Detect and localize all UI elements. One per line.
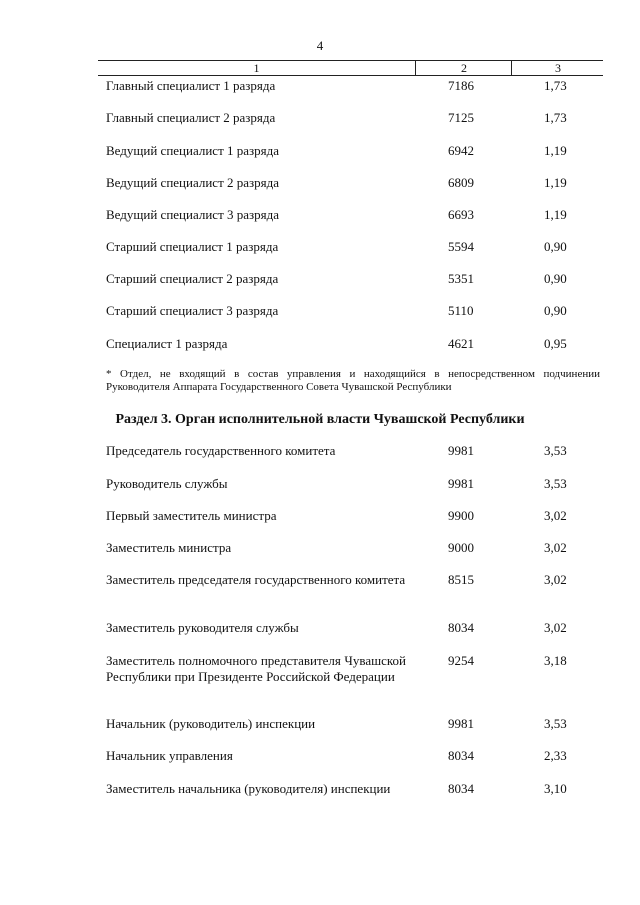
ratio-value: 1,73 <box>544 78 567 93</box>
position-title: Старший специалист 1 разряда <box>106 239 279 254</box>
position-title: Заместитель полномочного представителя Чувашской Республики при Президенте Российской Федерации <box>106 653 406 684</box>
column-header-1: 1 <box>253 61 260 75</box>
ratio-value: 2,33 <box>544 748 567 763</box>
ratio-value: 3,53 <box>544 443 567 458</box>
ratio-value: 3,02 <box>544 620 567 635</box>
position-title: Главный специалист 2 разряда <box>106 110 276 125</box>
column-header-2: 2 <box>415 61 512 75</box>
position-title: Начальник управления <box>106 748 233 763</box>
salary-value: 8515 <box>448 572 474 587</box>
ratio-value: 3,53 <box>544 476 567 491</box>
ratio-value: 1,73 <box>544 110 567 125</box>
salary-value: 5351 <box>448 271 474 286</box>
ratio-value: 1,19 <box>544 143 567 158</box>
section-title: Раздел 3. Орган исполнительной власти Чувашской Республики <box>115 412 525 427</box>
salary-value: 9900 <box>448 508 474 523</box>
salary-value: 9254 <box>448 653 474 668</box>
ratio-value: 0,95 <box>544 336 567 351</box>
ratio-value: 0,90 <box>544 239 567 254</box>
position-title: Начальник (руководитель) инспекции <box>106 716 316 731</box>
position-title: Специалист 1 разряда <box>106 336 228 351</box>
position-title: Старший специалист 3 разряда <box>106 303 279 318</box>
ratio-value: 3,18 <box>544 653 567 668</box>
salary-value: 9000 <box>448 540 474 555</box>
position-title: Председатель государственного комитета <box>106 443 336 458</box>
salary-value: 8034 <box>448 781 474 796</box>
position-title: Ведущий специалист 1 разряда <box>106 143 280 158</box>
position-title: Первый заместитель министра <box>106 508 277 523</box>
footnote: * Отдел, не входящий в состав управления и находящийся в непосредственном подчинении Руководителя Аппарата Государственного Совета Чувашской Республики <box>106 368 600 393</box>
salary-value: 4621 <box>448 336 474 351</box>
position-title: Руководитель службы <box>106 476 228 491</box>
salary-value: 8034 <box>448 748 474 763</box>
salary-value: 5110 <box>448 303 474 318</box>
position-title: Заместитель председателя государственного комитета <box>106 572 406 587</box>
ratio-value: 3,02 <box>544 540 567 555</box>
salary-value: 6942 <box>448 143 474 158</box>
ratio-value: 0,90 <box>544 271 567 286</box>
salary-value: 6693 <box>448 207 474 222</box>
position-title: Ведущий специалист 2 разряда <box>106 175 280 190</box>
ratio-value: 0,90 <box>544 303 567 318</box>
salary-value: 8034 <box>448 620 474 635</box>
ratio-value: 3,10 <box>544 781 567 796</box>
ratio-value: 1,19 <box>544 175 567 190</box>
ratio-value: 1,19 <box>544 207 567 222</box>
column-header-3: 3 <box>511 61 604 75</box>
position-title: Заместитель руководителя службы <box>106 620 299 635</box>
position-title: Главный специалист 1 разряда <box>106 78 276 93</box>
position-title: Ведущий специалист 3 разряда <box>106 207 280 222</box>
position-title: Заместитель министра <box>106 540 232 555</box>
salary-value: 7186 <box>448 78 474 93</box>
salary-value: 9981 <box>448 443 474 458</box>
salary-value: 9981 <box>448 476 474 491</box>
salary-value: 6809 <box>448 175 474 190</box>
salary-value: 7125 <box>448 110 474 125</box>
ratio-value: 3,53 <box>544 716 567 731</box>
salary-value: 9981 <box>448 716 474 731</box>
table-header <box>98 60 603 76</box>
ratio-value: 3,02 <box>544 572 567 587</box>
ratio-value: 3,02 <box>544 508 567 523</box>
salary-value: 5594 <box>448 239 474 254</box>
page-number: 4 <box>316 38 324 53</box>
position-title: Старший специалист 2 разряда <box>106 271 279 286</box>
position-title: Заместитель начальника (руководителя) инспекции <box>106 781 391 796</box>
